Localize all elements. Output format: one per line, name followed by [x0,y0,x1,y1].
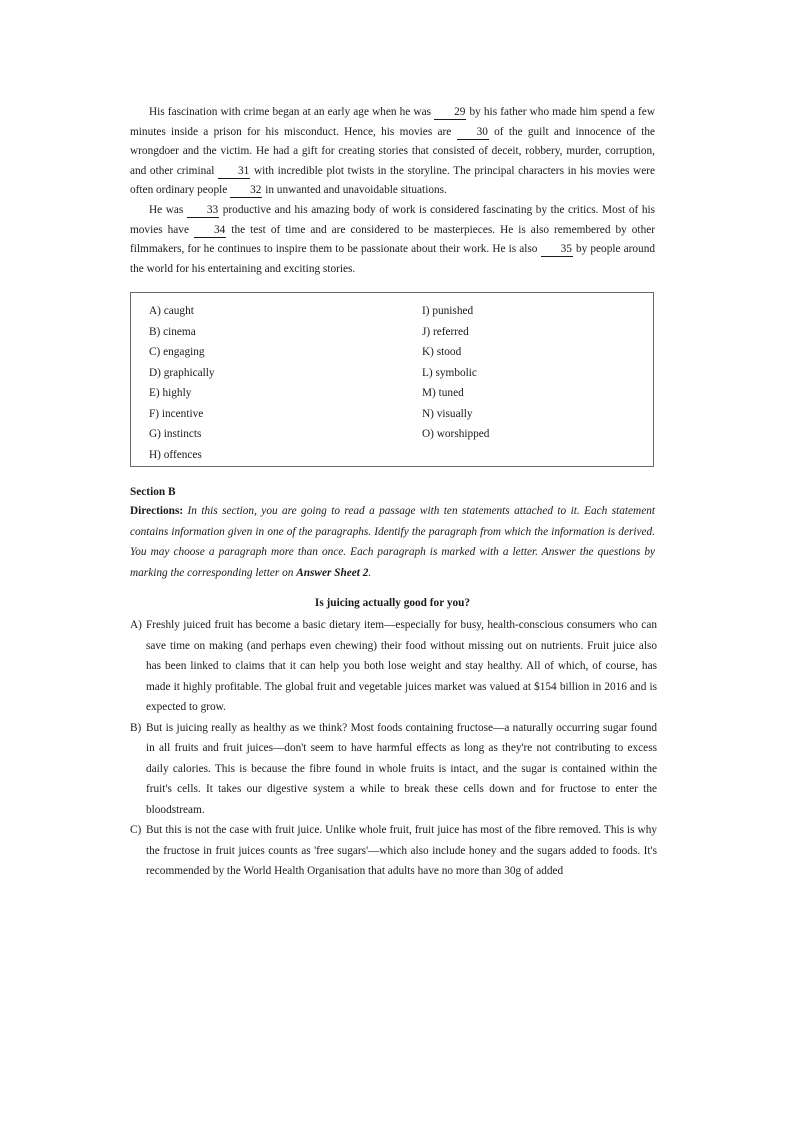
word-option: M) tuned [422,387,464,399]
passage-paragraph-b [130,718,657,821]
word-option: C) engaging [149,346,205,358]
word-option: B) cinema [149,325,196,338]
blank-34: 34 [194,224,226,238]
cloze-text: productive and his amazing body of work is considered fascinating by the critics. Most of his movies have [130,203,655,236]
cloze-text: He was [149,203,187,216]
word-option: D) graphically [149,366,215,379]
answer-sheet-reference: Answer Sheet 2 [296,566,369,579]
blank-29: 29 [434,106,466,120]
directions-end: . [368,566,372,579]
cloze-paragraph-2 [130,201,655,279]
blank-33: 33 [187,204,219,218]
blank-35: 35 [541,243,573,257]
cloze-text: the test of time and are considered to be masterpieces. He is also remembered by other filmmakers, for he continues to inspire them to be passionate about their work. He is also [130,223,656,256]
word-option: G) instincts [149,428,202,440]
blank-31: 31 [218,165,250,179]
cloze-text: in unwanted and unavoidable situations. [262,184,447,197]
blank-32: 32 [230,184,262,198]
section-heading: Section B [130,486,176,498]
paragraph-text: But is juicing really as healthy as we think? Most foods containing fructose—a naturally occurring sugar found in all fruits and fruit juices—don't seem to have harmful effects as long as they're not contributing to excess daily calories. This is because the fibre found in whole fruits is intact, and the sugar is contained within the fruit's cells. It takes our digestive system a while to break these cells down and for fructose to enter the bloodstream. [146,721,657,816]
word-option: L) symbolic [422,366,477,379]
word-option: N) visually [422,407,473,420]
word-option: I) punished [422,305,474,317]
cloze-text: by his father who made him spend a few minutes inside a prison for his misconduct. Hence, his movies are [130,106,655,138]
passage-paragraph-list [130,615,657,882]
word-bank-left-column [149,301,215,465]
word-option: F) incentive [149,407,204,420]
word-option: K) stood [422,346,462,358]
word-option: O) worshipped [422,428,490,440]
passage-title: Is juicing actually good for you? [314,597,471,609]
paragraph-letter: A) [130,619,142,631]
word-bank-right-column [422,301,489,445]
directions-text: In this section, you are going to read a passage with ten statements attached to it. Each statement contains information given in one of the paragraphs. Identify the paragraph from which the information is derived. You may choose a paragraph more than once. Each paragraph is marked with a letter. Answer the questions by marking the corresponding letter on [130,505,655,579]
paragraph-text: But this is not the case with fruit juice. Unlike whole fruit, fruit juice has most of the fibre removed. This is why the fructose in fruit juices counts as 'free sugars'—which also include honey and the sugars added to foods. It's recommended by the World Health Organisation that adults have no more than 30g of added [146,824,657,877]
word-option: H) offences [149,448,202,461]
directions-lead: Directions: [130,505,184,517]
word-bank-box [130,292,654,467]
directions [130,501,655,583]
cloze-text: of the guilt and innocence of the wrongdoer and the victim. He had a gift for creating stories that consisted of deceit, robbery, murder, corruption, and other criminal [130,125,656,177]
passage-paragraph-a [130,615,657,718]
cloze-paragraph-1 [130,103,655,201]
word-option: J) referred [422,325,469,338]
passage-paragraph-c [130,820,657,882]
word-option: E) highly [149,387,192,399]
paragraph-letter: B) [130,721,142,734]
word-option: A) caught [149,305,194,317]
cloze-text: by people around the world for his entertaining and exciting stories. [130,243,655,275]
paragraph-letter: C) [130,824,142,836]
cloze-text: with incredible plot twists in the storyline. The principal characters in his movies were often ordinary people [130,164,655,197]
paragraph-text: Freshly juiced fruit has become a basic dietary item—especially for busy, health-conscious consumers who can save time on making (and perhaps even chewing) their food without missing out on nutrients. Fruit juice also has been linked to claims that it can help you both lose weight and stay healthy. All of which, of course, has made it highly profitable. The global fruit and vegetable juices market was valued at $154 billion in 2016 and is expected to grow. [146,619,657,713]
cloze-text: His fascination with crime began at an early age when he was [149,106,435,118]
blank-30: 30 [457,126,489,140]
cloze-passage [130,103,655,279]
